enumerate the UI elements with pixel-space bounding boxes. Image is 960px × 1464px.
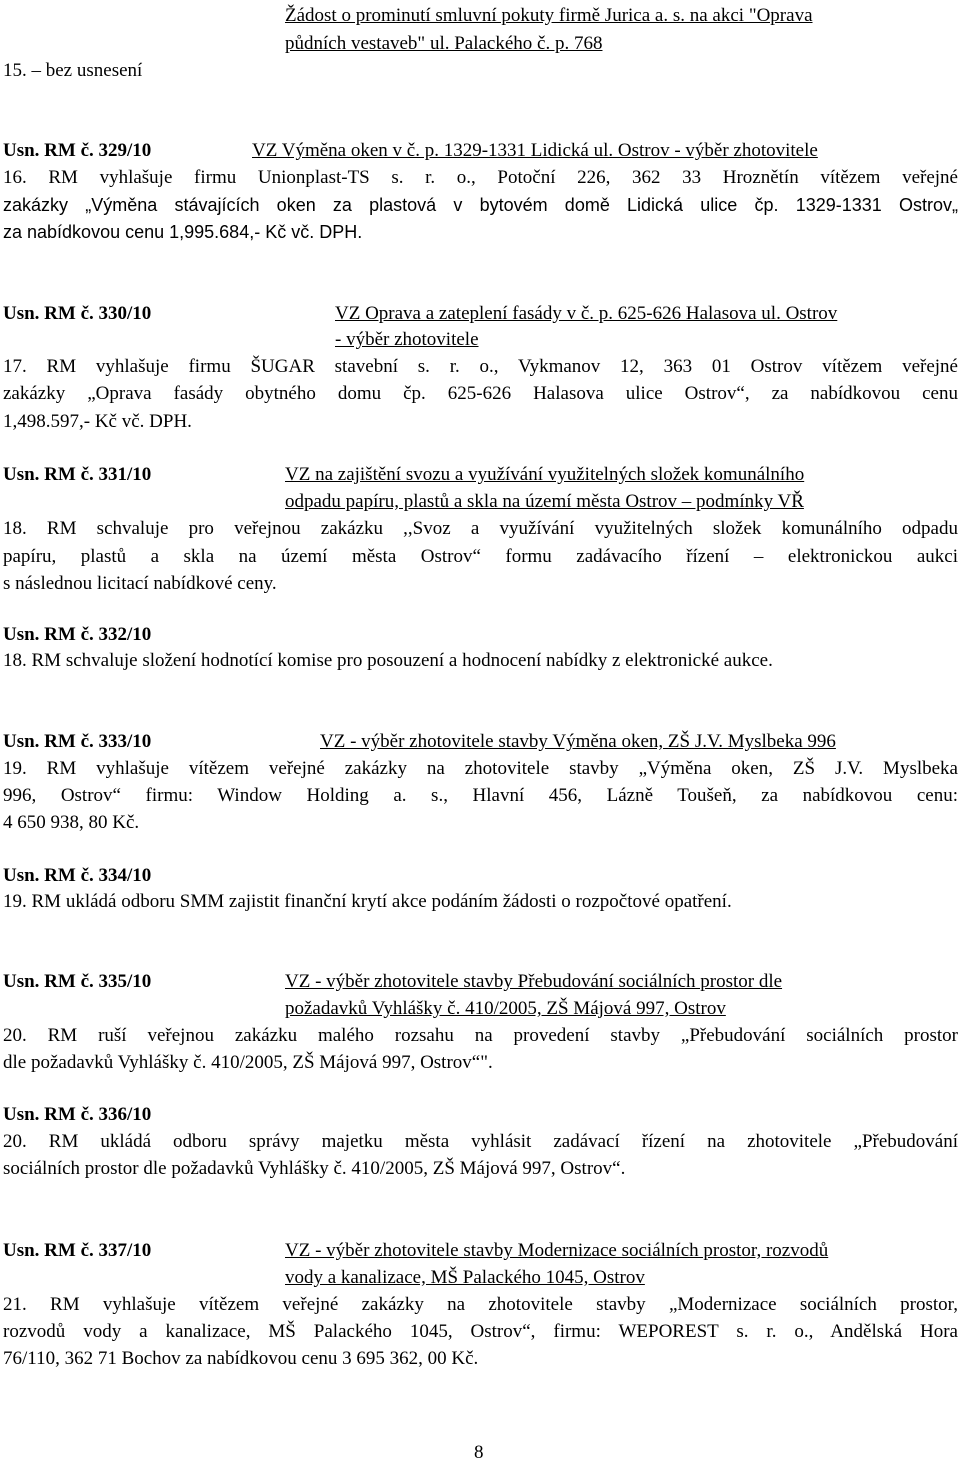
resolution-335-text-2: dle požadavků Vyhlášky č. 410/2005, ZŠ Májová 997, Ostrov“". — [3, 1052, 493, 1073]
resolution-329-text-1: 16. RM vyhlašuje firmu Unionplast-TS s. r. o., Potoční 226, 362 33 Hroznětín vítězem veřejné — [3, 167, 958, 188]
resolution-332-number: Usn. RM č. 332/10 — [3, 624, 152, 645]
resolution-331-text-3: s následnou licitací nabídkové ceny. — [3, 573, 277, 594]
resolution-329-number: Usn. RM č. 329/10 — [3, 140, 152, 161]
resolution-333-text-3: 4 650 938, 80 Kč. — [3, 812, 140, 833]
resolution-331-number: Usn. RM č. 331/10 — [3, 464, 152, 485]
resolution-332-text-1: 18. RM schvaluje složení hodnotící komise pro posouzení a hodnocení nabídky z elektronické aukce. — [3, 650, 773, 671]
resolution-333-title: VZ - výběr zhotovitele stavby Výměna oken, ZŠ J.V. Myslbeka 996 — [320, 731, 836, 752]
resolution-331-title-2: odpadu papíru, plastů a skla na území města Ostrov – podmínky VŘ — [285, 491, 804, 512]
page-number: 8 — [474, 1442, 484, 1463]
resolution-337-text-2: rozvodů vody a kanalizace, MŠ Palackého 1045, Ostrov“, firmu: WEPOREST s. r. o., Andělská Hora — [3, 1321, 958, 1342]
resolution-337-title-2: vody a kanalizace, MŠ Palackého 1045, Ostrov — [285, 1267, 645, 1288]
resolution-336-number: Usn. RM č. 336/10 — [3, 1104, 152, 1125]
resolution-337-text-3: 76/110, 362 71 Bochov za nabídkovou cenu 3 695 362, 00 Kč. — [3, 1348, 479, 1369]
resolution-329-title: VZ Výměna oken v č. p. 1329-1331 Lidická ul. Ostrov - výběr zhotovitele — [252, 140, 818, 161]
resolution-337-title-1: VZ - výběr zhotovitele stavby Modernizace sociálních prostor, rozvodů — [285, 1240, 829, 1261]
p15-title-line2: půdních vestaveb" ul. Palackého č. p. 768 — [285, 33, 603, 54]
resolution-335-title-2: požadavků Vyhlášky č. 410/2005, ZŠ Májová 997, Ostrov — [285, 998, 726, 1019]
resolution-334-number: Usn. RM č. 334/10 — [3, 865, 152, 886]
resolution-330-number: Usn. RM č. 330/10 — [3, 303, 152, 324]
resolution-335-number: Usn. RM č. 335/10 — [3, 971, 152, 992]
resolution-329-text-3: za nabídkovou cenu 1,995.684,- Kč vč. DPH. — [3, 222, 363, 242]
p15-title-line1: Žádost o prominutí smluvní pokuty firmě Jurica a. s. na akci "Oprava — [285, 5, 813, 26]
resolution-330-text-3: 1,498.597,- Kč vč. DPH. — [3, 411, 192, 432]
resolution-330-text-1: 17. RM vyhlašuje firmu ŠUGAR stavební s. r. o., Vykmanov 12, 363 01 Ostrov vítězem veřejné — [3, 356, 958, 377]
resolution-329-text-2: zakázky „Výměna stávajících oken za plastová v bytovém domě Lidická ulice čp. 1329-1331 Ostrov„ — [3, 195, 958, 215]
resolution-335-text-1: 20. RM ruší veřejnou zakázku malého rozsahu na provedení stavby „Přebudování sociálních prostor — [3, 1025, 958, 1046]
resolution-333-text-1: 19. RM vyhlašuje vítězem veřejné zakázky na zhotovitele stavby „Výměna oken, ZŠ J.V. Myslbeka — [3, 758, 958, 779]
resolution-330-text-2: zakázky „Oprava fasády obytného domu čp. 625-626 Halasova ulice Ostrov“, za nabídkovou cenu — [3, 383, 958, 404]
resolution-336-text-1: 20. RM ukládá odboru správy majetku města vyhlásit zadávací řízení na zhotovitele „Přebudování — [3, 1131, 958, 1152]
resolution-333-text-2: 996, Ostrov“ firmu: Window Holding a. s., Hlavní 456, Lázně Toušeň, za nabídkovou cenu: — [3, 785, 958, 806]
resolution-337-text-1: 21. RM vyhlašuje vítězem veřejné zakázky na zhotovitele stavby „Modernizace sociálních prostor, — [3, 1294, 958, 1315]
resolution-331-text-2: papíru, plastů a skla na území města Ostrov“ formu zadávacího řízení – elektronickou aukci — [3, 546, 958, 567]
resolution-330-title-2: - výběr zhotovitele — [335, 329, 479, 350]
resolution-331-text-1: 18. RM schvaluje pro veřejnou zakázku ,,Svoz a využívání využitelných složek komunálního odpadu — [3, 518, 958, 539]
resolution-334-text-1: 19. RM ukládá odboru SMM zajistit finanční krytí akce podáním žádosti o rozpočtové opatření. — [3, 891, 732, 912]
p15-label: 15. – bez usnesení — [3, 60, 143, 81]
resolution-330-title-1: VZ Oprava a zateplení fasády v č. p. 625-626 Halasova ul. Ostrov — [335, 303, 838, 324]
resolution-331-title-1: VZ na zajištění svozu a využívání využitelných složek komunálního — [285, 464, 805, 485]
resolution-335-title-1: VZ - výběr zhotovitele stavby Přebudování sociálních prostor dle — [285, 971, 783, 992]
resolution-337-number: Usn. RM č. 337/10 — [3, 1240, 152, 1261]
resolution-333-number: Usn. RM č. 333/10 — [3, 731, 152, 752]
resolution-336-text-2: sociálních prostor dle požadavků Vyhlášky č. 410/2005, ZŠ Májová 997, Ostrov“. — [3, 1158, 626, 1179]
